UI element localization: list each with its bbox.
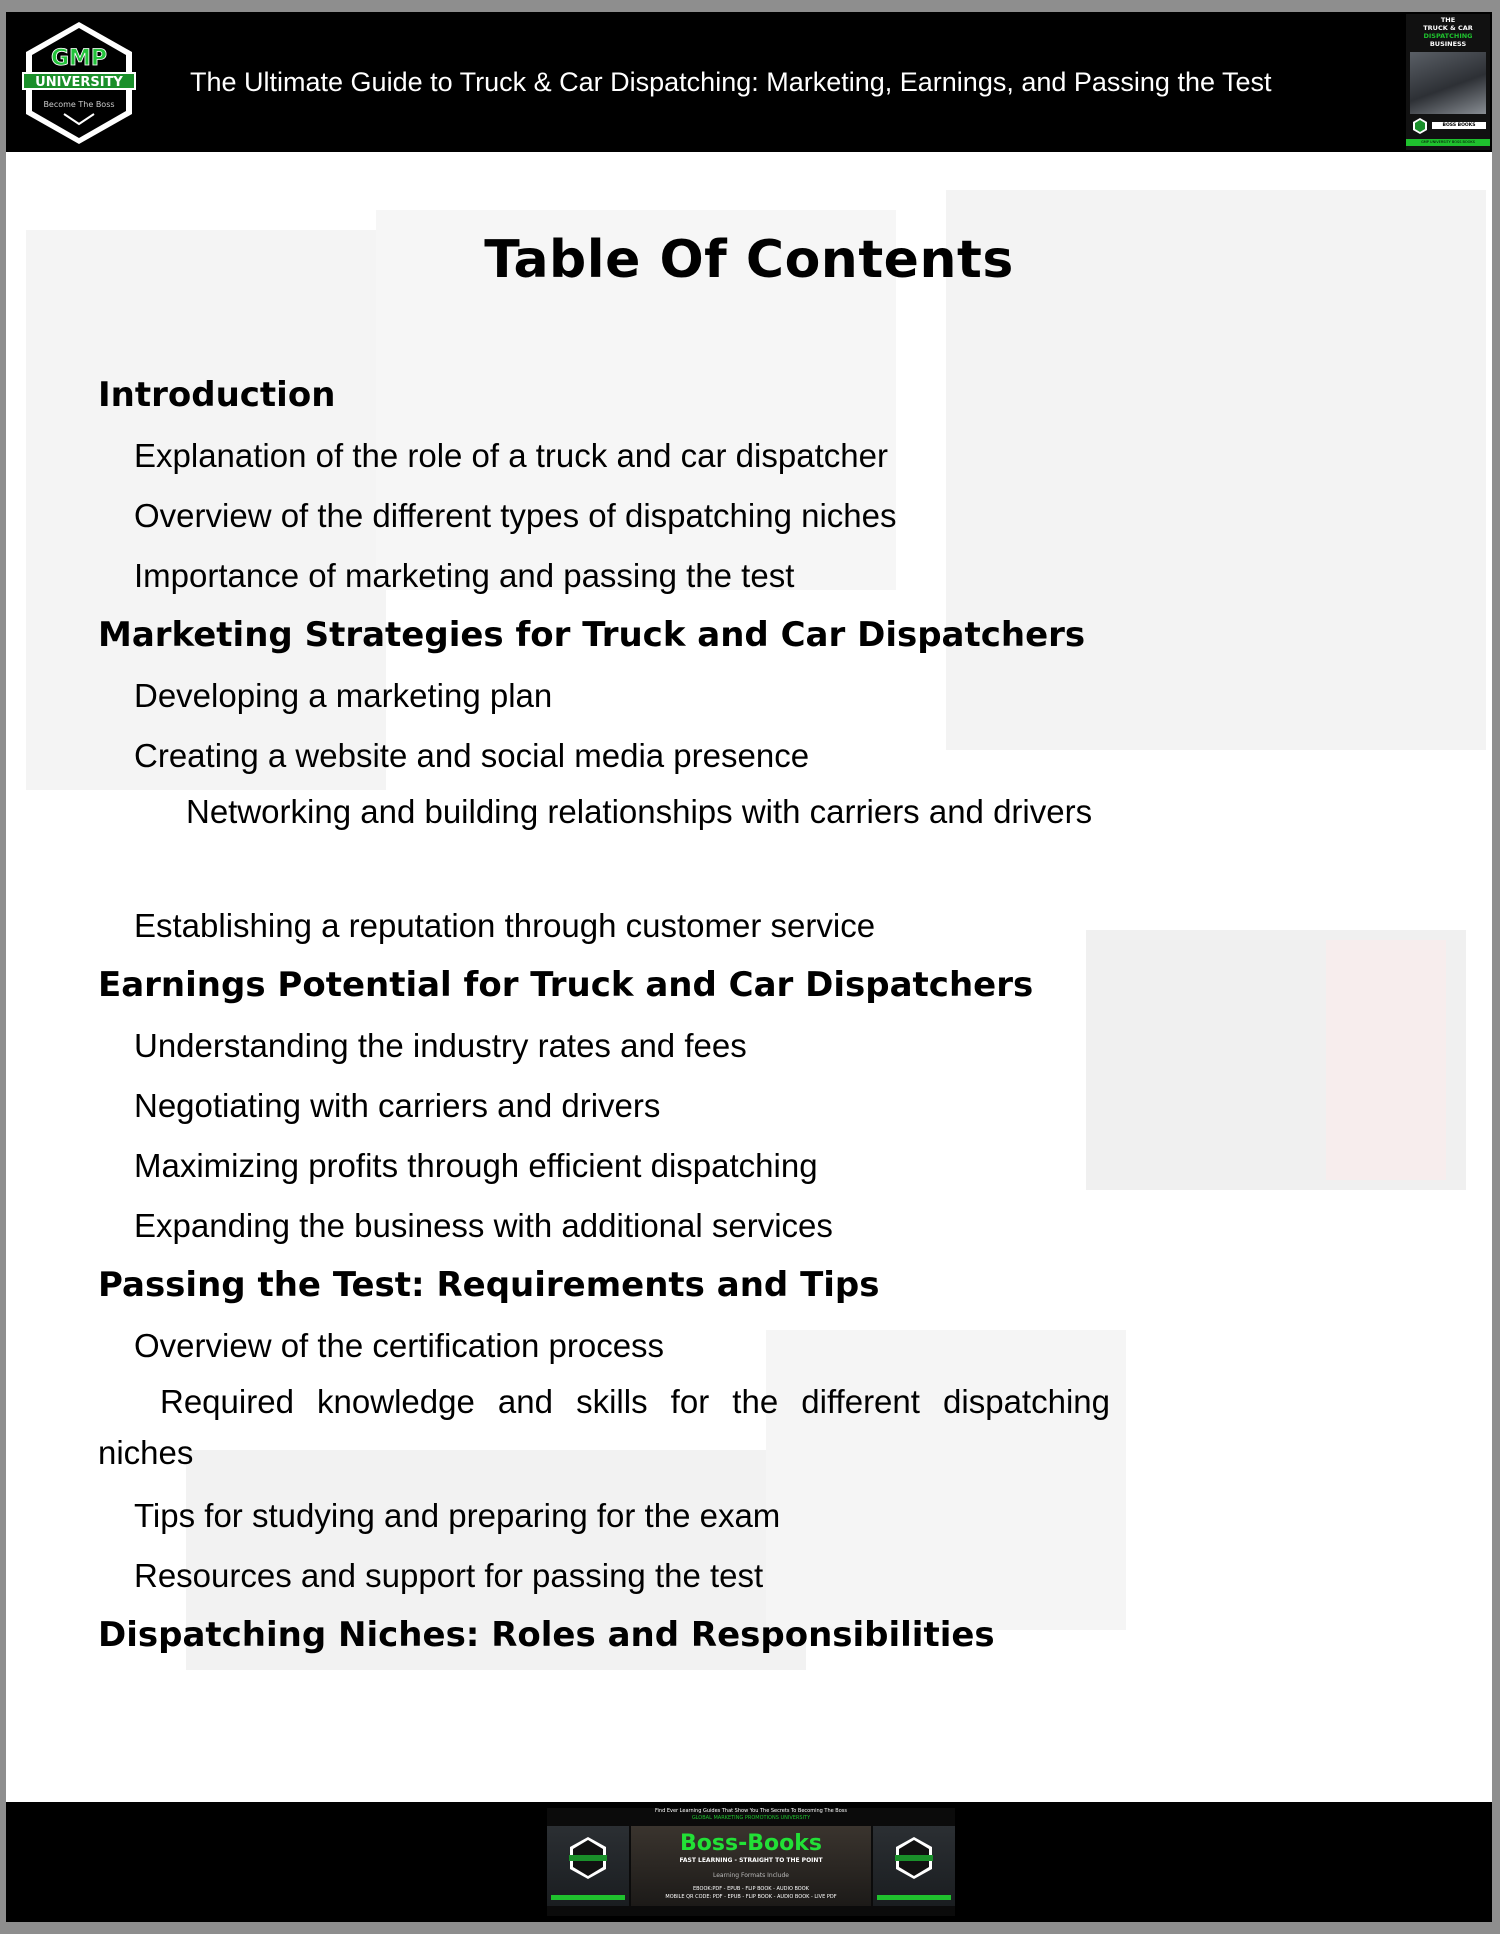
toc-section-heading: Marketing Strategies for Truck and Car Dispatchers (98, 615, 1086, 655)
toc-item: Tips for studying and preparing for the exam (134, 1497, 781, 1534)
toc-item: Negotiating with carriers and drivers (134, 1087, 661, 1124)
toc-item: Resources and support for passing the test (134, 1557, 764, 1594)
toc-item: Maximizing profits through efficient dispatching (134, 1147, 818, 1184)
banner-tile-right (873, 1826, 955, 1906)
toc-section-heading: Dispatching Niches: Roles and Responsibilities (98, 1615, 995, 1655)
book-cover-thumbnail (1406, 14, 1490, 150)
toc-item: Required knowledge and skills for the different dispatching niches (98, 1383, 1110, 1471)
toc-item: Overview of the different types of dispatching niches (134, 497, 897, 534)
boss-books-tagline: FAST LEARNING - STRAIGHT TO THE POINT (679, 1857, 823, 1864)
cover-strip: GMP UNIVERSITY BOSS BOOKS (1406, 139, 1490, 146)
toc-item: Expanding the business with additional services (134, 1207, 833, 1244)
tile-strip (877, 1895, 951, 1900)
document-title: The Ultimate Guide to Truck & Car Dispatching: Marketing, Earnings, and Passing the Test (190, 67, 1272, 97)
table-of-contents (98, 366, 1118, 1666)
toc-item: Creating a website and social media presence (134, 737, 810, 774)
footer-bar (6, 1802, 1492, 1922)
tile-strip (551, 1895, 625, 1900)
banner-top-text: Find Ever Learning Guides That Show You The Secrets To Becoming The Boss (655, 1808, 847, 1814)
toc-item: Importance of marketing and passing the test (134, 557, 795, 594)
cover-badge-icon (1412, 118, 1428, 134)
document-page (6, 12, 1492, 1922)
banner-subtitle: Learning Formats Include (713, 1872, 789, 1879)
toc-item: Networking and building relationships with carriers and drivers (186, 793, 1093, 830)
banner-tile-left (547, 1826, 629, 1906)
toc-item: Overview of the certification process (134, 1327, 665, 1364)
toc-section-heading: Passing the Test: Requirements and Tips (98, 1265, 880, 1305)
cover-photo (1410, 52, 1486, 114)
banner-top-text-2: GLOBAL MARKETING PROMOTIONS UNIVERSITY (691, 1815, 811, 1821)
svg-text:UNIVERSITY: UNIVERSITY (35, 75, 123, 90)
cover-brand: BOSS BOOKS (1432, 122, 1486, 129)
toc-item: Developing a marketing plan (134, 677, 553, 714)
gmp-badge-icon (568, 1836, 608, 1880)
toc-item: Understanding the industry rates and fees (134, 1027, 747, 1064)
banner-formats-2: MOBILE QR CODE: PDF - EPUB - FLIP BOOK - AUDIO BOOK - LIVE PDF (665, 1894, 837, 1900)
toc-item: Establishing a reputation through customer service (134, 907, 876, 944)
banner-center (631, 1826, 871, 1906)
toc-item: Explanation of the role of a truck and car dispatcher (134, 437, 888, 474)
banner-formats: EBOOK:PDF - EPUB - FLIP BOOK - AUDIO BOOK (693, 1886, 809, 1892)
header-bar (6, 12, 1492, 152)
gmp-university-logo (20, 20, 138, 146)
toc-section-heading: Introduction (98, 375, 336, 415)
toc-title: Table Of Contents (484, 230, 1014, 290)
gmp-badge-icon (894, 1836, 934, 1880)
svg-text:GMP: GMP (50, 46, 108, 71)
boss-books-brand: Boss-Books (680, 1831, 822, 1856)
cover-title: THE TRUCK & CAR DISPATCHING BUSINESS (1423, 16, 1473, 48)
boss-books-banner (547, 1808, 955, 1916)
svg-text:Become The Boss: Become The Boss (43, 100, 115, 109)
toc-section-heading: Earnings Potential for Truck and Car Dispatchers (98, 965, 1034, 1005)
